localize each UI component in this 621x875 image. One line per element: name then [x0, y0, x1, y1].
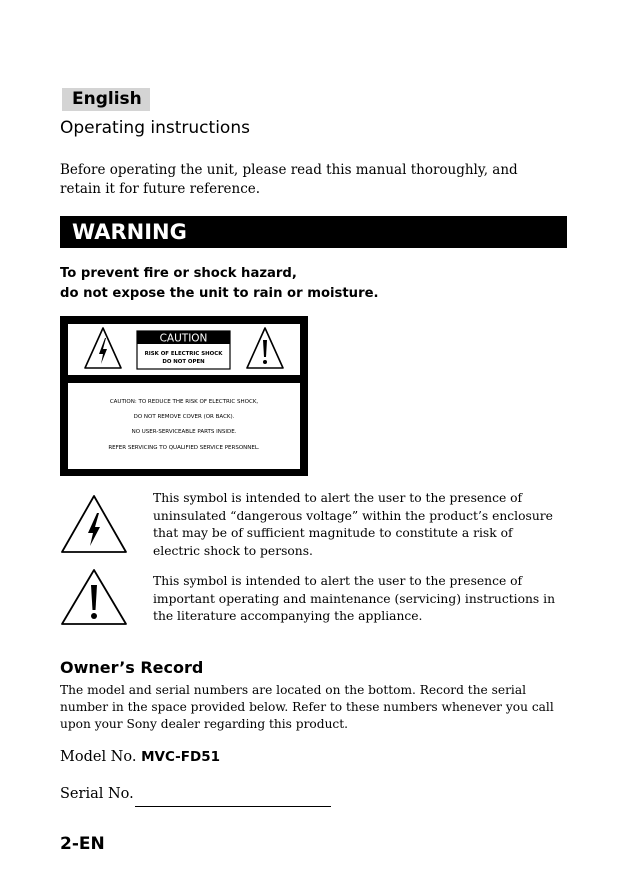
lightning-triangle-icon	[60, 493, 128, 555]
language-tag: English	[62, 88, 150, 111]
owners-record-text: The model and serial numbers are located on the bottom. Record the serial number in the space provided below. Refer to these numbers whenever you call upon your Sony dealer regarding this product.	[60, 683, 554, 731]
model-value: MVC-FD51	[141, 749, 220, 765]
caution-sub-2: DO NOT OPEN	[162, 359, 205, 365]
exclamation-triangle-icon	[60, 567, 128, 627]
caution-line-1: CAUTION: TO REDUCE THE RISK OF ELECTRIC SHOCK,	[109, 399, 259, 405]
model-number-line	[60, 749, 220, 765]
exclamation-symbol-text: This symbol is intended to alert the user to the presence of important operating and maintenance (servicing) instructions in the literature accompanying the appliance.	[153, 574, 555, 623]
warning-line-1: To prevent fire or shock hazard,	[60, 266, 297, 281]
warning-heading: WARNING	[60, 216, 567, 248]
serial-blank-line	[135, 806, 331, 807]
page-number: 2-EN	[60, 834, 105, 854]
owners-record-title: Owner’s Record	[60, 658, 204, 677]
model-label: Model No.	[60, 749, 137, 765]
caution-line-2: DO NOT REMOVE COVER (OR BACK).	[133, 414, 235, 420]
caution-sign	[137, 331, 230, 369]
serial-label: Serial No.	[60, 786, 134, 802]
warning-line-2: do not expose the unit to rain or moisture.	[60, 286, 379, 301]
page-subtitle: Operating instructions	[60, 118, 250, 138]
warning-text	[60, 264, 540, 304]
caution-label	[60, 316, 308, 476]
caution-line-4: REFER SERVICING TO QUALIFIED SERVICE PERSONNEL.	[108, 445, 260, 451]
intro-paragraph: Before operating the unit, please read this manual thoroughly, and retain it for future reference.	[60, 162, 518, 197]
caution-line-3: NO USER-SERVICEABLE PARTS INSIDE.	[131, 429, 237, 435]
lightning-symbol-text: This symbol is intended to alert the user to the presence of uninsulated “dangerous voltage” within the product’s enclosure that may be of sufficient magnitude to constitute a risk of electric shock to persons.	[153, 491, 553, 558]
caution-title: CAUTION	[159, 332, 208, 345]
caution-sub-1: RISK OF ELECTRIC SHOCK	[144, 351, 223, 357]
